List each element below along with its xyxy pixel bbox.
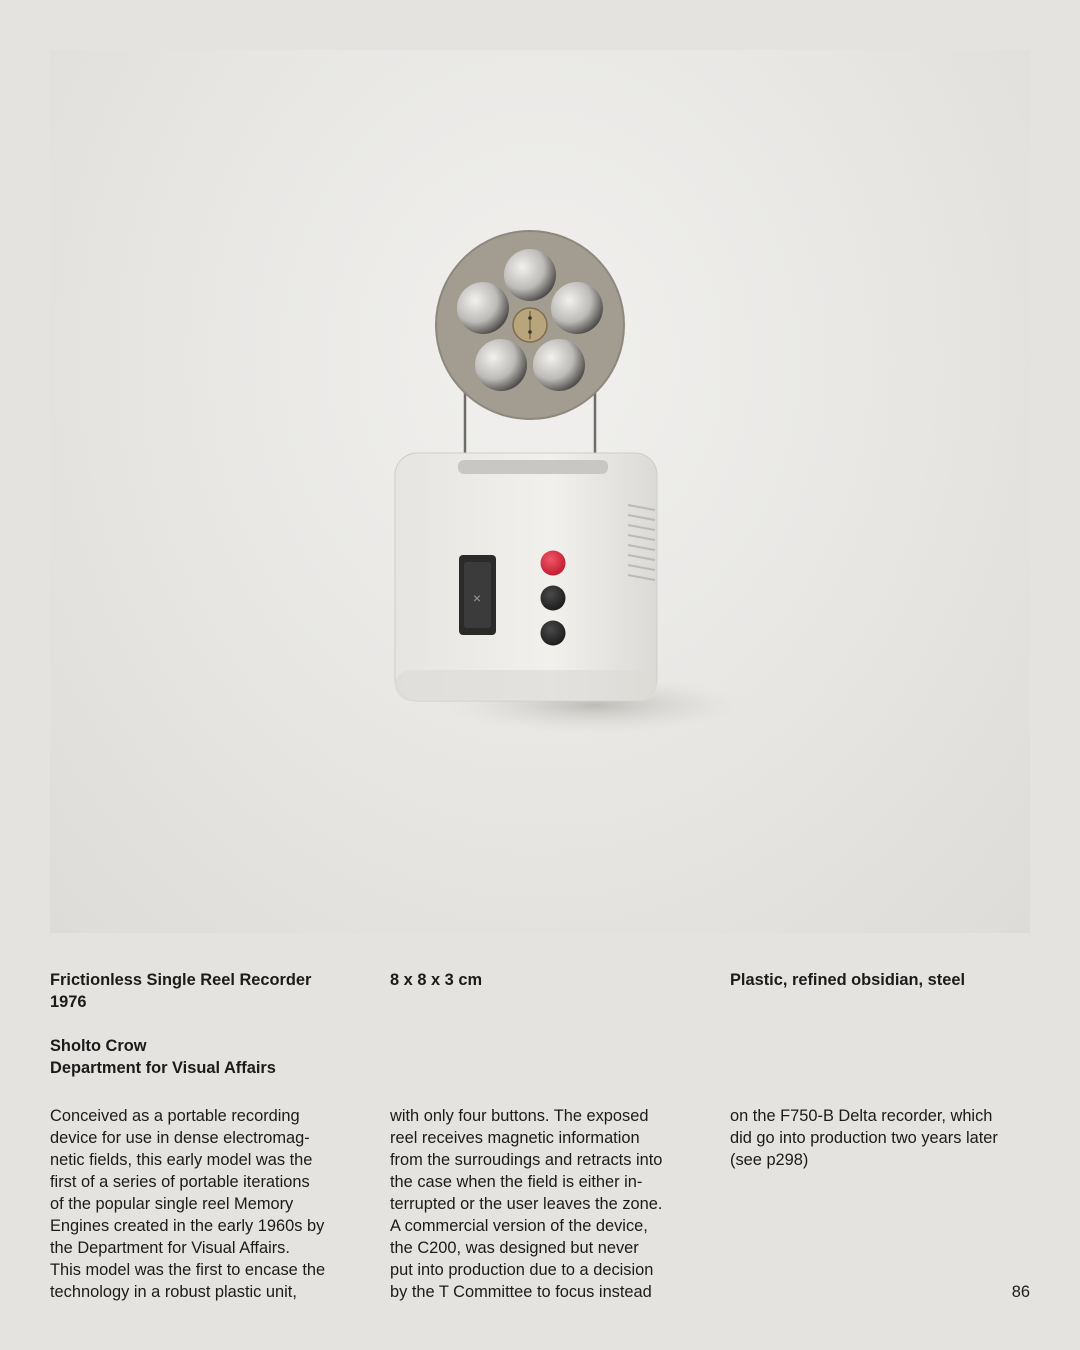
body-text-column-3 xyxy=(730,1105,1040,1171)
body-line: did go into production two years later xyxy=(730,1129,998,1147)
object-materials: Plastic, refined obsidian, steel xyxy=(730,971,966,989)
body-line: device for use in dense electromag- xyxy=(50,1129,310,1147)
body-text-column-2 xyxy=(390,1105,700,1303)
body-line: technology in a robust plastic unit, xyxy=(50,1283,297,1301)
rocker-switch xyxy=(459,555,496,635)
object-materials-block xyxy=(730,969,1040,991)
body-text-column-1 xyxy=(50,1105,360,1303)
object-department: Department for Visual Affairs xyxy=(50,1059,276,1077)
body-line: by the T Committee to focus instead xyxy=(390,1283,652,1301)
film-reel xyxy=(436,231,624,419)
body-line: Engines created in the early 1960s by xyxy=(50,1217,325,1235)
body-line: This model was the first to encase the xyxy=(50,1261,326,1279)
recorder-illustration xyxy=(50,50,1030,933)
body-line: (see p298) xyxy=(730,1151,809,1169)
body-line: netic fields, this early model was the xyxy=(50,1151,313,1169)
page-number: 86 xyxy=(1011,1283,1030,1301)
body-line: A commercial version of the device, xyxy=(390,1217,648,1235)
object-dimensions: 8 x 8 x 3 cm xyxy=(390,971,483,989)
body-line: from the surroudings and retracts into xyxy=(390,1151,663,1169)
body-line: with only four buttons. The exposed xyxy=(390,1107,649,1125)
object-dimensions-block xyxy=(390,969,700,991)
body-line: on the F750-B Delta recorder, which xyxy=(730,1107,993,1125)
body-line: first of a series of portable iterations xyxy=(50,1173,310,1191)
body-line: the Department for Visual Affairs. xyxy=(50,1239,290,1257)
product-photo xyxy=(50,50,1030,933)
recorder-body xyxy=(395,453,657,701)
control-button xyxy=(541,586,566,611)
object-info xyxy=(50,969,360,1079)
body-line: the case when the field is either in- xyxy=(390,1173,643,1191)
object-title: Frictionless Single Reel Recorder xyxy=(50,971,312,989)
svg-text:×: × xyxy=(472,590,482,606)
body-line: of the popular single reel Memory xyxy=(50,1195,294,1213)
body-line: the C200, was designed but never xyxy=(390,1239,639,1257)
record-button xyxy=(541,551,566,576)
body-line: terrupted or the user leaves the zone. xyxy=(390,1195,663,1213)
body-line: Conceived as a portable recording xyxy=(50,1107,300,1125)
object-year: 1976 xyxy=(50,993,87,1011)
control-button xyxy=(541,621,566,646)
body-line: reel receives magnetic information xyxy=(390,1129,640,1147)
object-author: Sholto Crow xyxy=(50,1037,147,1055)
body-line: put into production due to a decision xyxy=(390,1261,654,1279)
